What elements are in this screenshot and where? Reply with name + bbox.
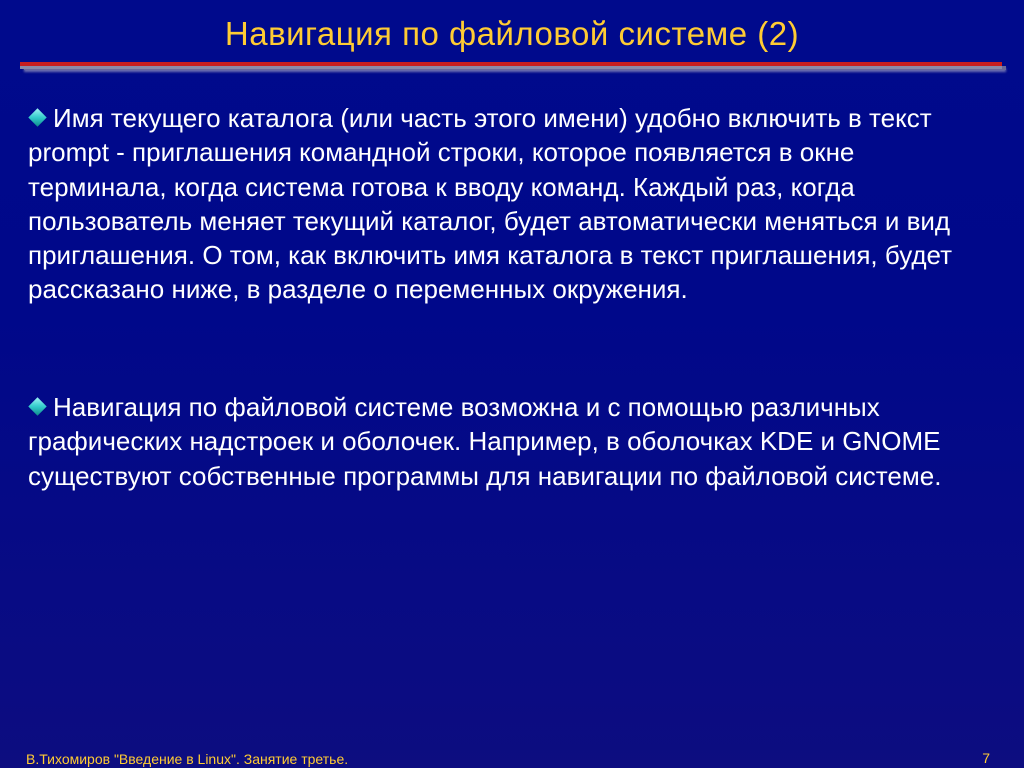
bullet-item-2 (28, 390, 988, 493)
diamond-bullet-icon (28, 397, 46, 415)
page-number: 7 (982, 750, 990, 766)
bullet-item-1 (28, 101, 988, 307)
bullet-text-2: Навигация по файловой системе возможна и с помощью различных графических надстроек и оболочек. Например, в оболочках KDE и GNOME существуют собственные программы для навигации по файловой системе. (28, 392, 942, 491)
title-divider (20, 62, 1002, 66)
footer-author: В.Тихомиров "Введение в Linux". Занятие третье. (26, 751, 349, 767)
bullet-text-1: Имя текущего каталога (или часть этого имени) удобно включить в текст prompt - приглашения командной строки, которое появляется в окне терминала, когда система готова к вводу команд. Каждый раз, когда пользователь меняет текущий каталог, будет автоматически меняться и вид приглашения. О том, как включить имя каталога в текст приглашения, будет рассказано ниже, в разделе о переменных окружения. (28, 103, 953, 305)
slide-title: Навигация по файловой системе (2) (224, 15, 800, 52)
diamond-bullet-icon (28, 108, 46, 126)
